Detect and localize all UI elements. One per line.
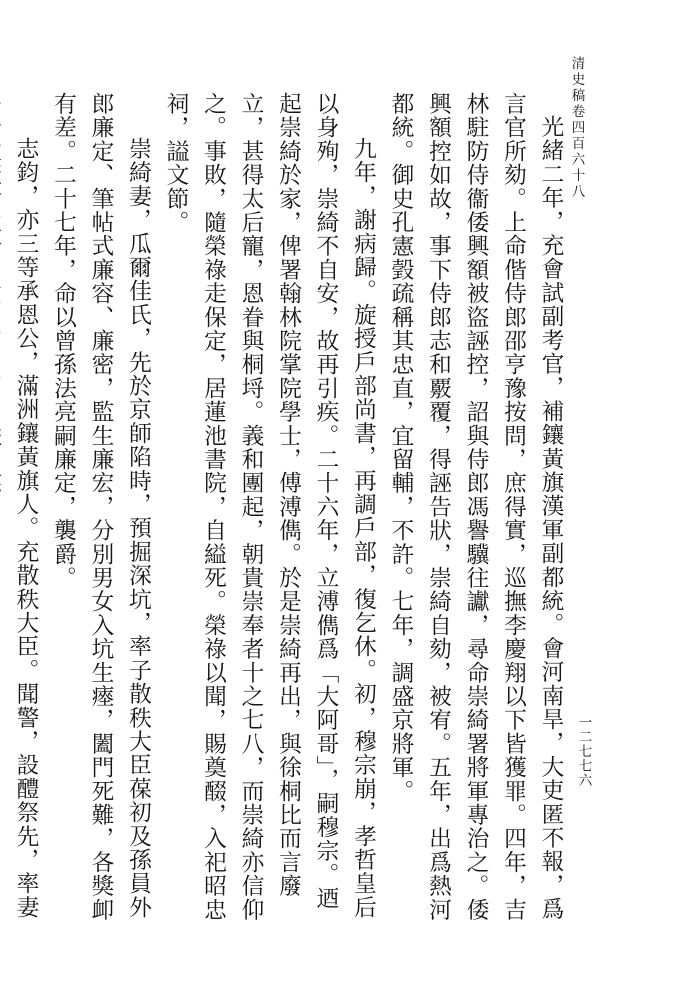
paragraph-guangxu: 光緒二年，充會試副考官，補鑲黃旗漢軍副都統。會河南旱，大吏匿不報，爲言官所劾。上命偕侍郎邵亨豫按問，庶得實，巡撫李慶翔以下皆獲罪。四年，吉林駐防侍衞倭興額被盜誣控，詔與侍郎馮譽驥往讞，尋命崇綺署將軍專治之。倭興額控如故，事下侍郎志和覈覆，得誣告狀，崇綺自劾，被宥。五年，出爲熱河都統。御史孔憲瑴疏稱其忠直，宜留輔，不許。七年，調盛京將軍。	[388, 92, 564, 922]
paragraph-ninth-year: 九年，謝病歸。旋授戶部尚書，再調戶部，復乞休。初，穆宗崩，孝哲皇后以身殉，崇綺不自安，故再引疾。二十六年，立溥儁爲「大阿哥」，嗣穆宗。迺起崇綺於家，俾署翰林院掌院學士，傅溥儁。於是崇綺再出，與徐桐比而言廢立，甚得太后寵，恩眷與桐埒。義和團起，朝貴崇奉者十之七八，而崇綺亦信仰之。事敗，隨榮祿走保定，居蓮池書院，自縊死。榮祿以聞，賜奠醊，入祀昭忠祠，謚文節。	[163, 92, 377, 922]
paragraph-zhijun: 志鈞，亦三等承恩公，滿洲鑲黃旗人。充散秩大臣。聞警，設醴祭先，率妻	[13, 137, 39, 920]
text-body	[13, 92, 569, 922]
page-number: 一二七七六	[575, 715, 592, 788]
paragraph-chongqi-wife: 崇綺妻，瓜爾佳氏，先於京師陷時，預掘深坑，率子散秩大臣葆初及孫員外郎廉定、筆帖式廉容、廉密，監生廉宏，分別男女入坑生瘞，闔門死難，各獎卹有差。二十七年，命以曾孫法亮嗣廉定，襲爵。	[50, 92, 152, 922]
book-title: 清史稿卷四百六十八	[568, 56, 585, 200]
